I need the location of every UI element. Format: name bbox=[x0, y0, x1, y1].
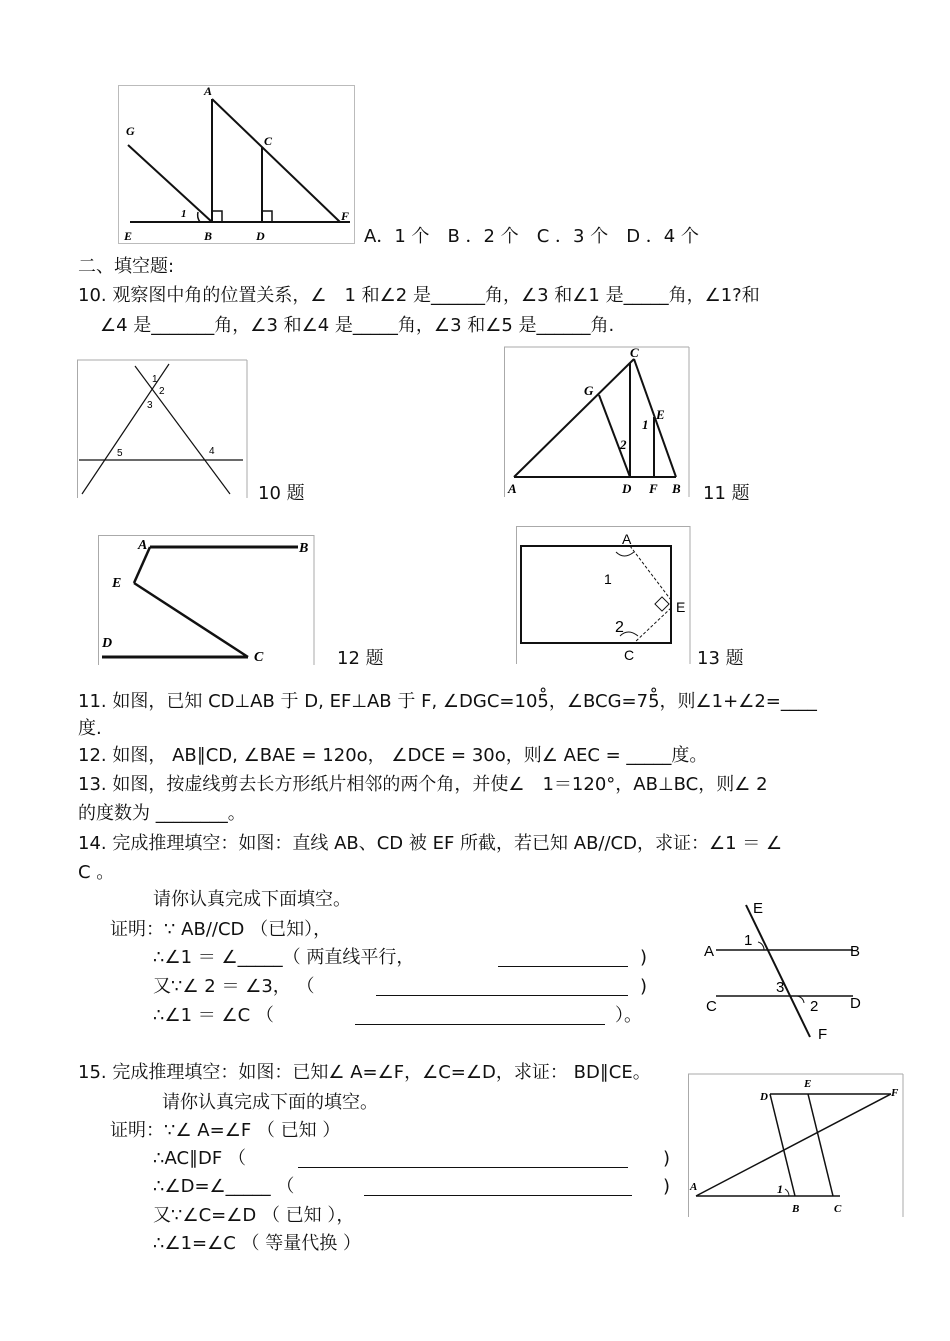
q15-proof-line: ∴∠D=∠_____ （ bbox=[153, 1176, 295, 1197]
label-f: F bbox=[649, 481, 658, 496]
label-c: C bbox=[834, 1203, 842, 1215]
figure-q9 bbox=[118, 85, 356, 245]
figure-q11 bbox=[504, 345, 692, 497]
label-e: E bbox=[753, 900, 764, 917]
q15-line1: 15. 完成推理填空：如图：已知∠ A=∠F，∠C=∠D，求证： BD∥CE。 bbox=[78, 1062, 651, 1083]
angle-3-label: 3 bbox=[776, 979, 785, 996]
q10-line2: ∠4 是_______角，∠3 和∠4 是_____角，∠3 和∠5 是______角. bbox=[100, 315, 615, 336]
q12-text: 12. 如图， AB∥CD, ∠BAE = 120o， ∠DCE = 30o，则∠ AEC = _____度。 bbox=[78, 745, 708, 766]
label-d: D bbox=[850, 995, 861, 1012]
angle-2-label: 2 bbox=[810, 998, 819, 1015]
caption-q10: 10 题 bbox=[258, 483, 305, 504]
label-f: F bbox=[341, 209, 350, 223]
label-1: 1 bbox=[181, 208, 187, 220]
q15-proof-line: 又∵∠C=∠D （ 已知 ）， bbox=[153, 1205, 355, 1226]
label-a: A bbox=[622, 531, 632, 547]
label-d: D bbox=[102, 636, 113, 651]
label-c: C bbox=[254, 650, 264, 665]
angle-5-label: 5 bbox=[117, 448, 123, 459]
caption-q13: 13 题 bbox=[697, 648, 744, 669]
label-f: F bbox=[818, 1026, 828, 1043]
q11-line1: 11. 如图，已知 CD⊥AB 于 D, EF⊥AB 于 F, ∠DGC=105̊，∠BCG=75̊，则∠1+∠2=____ bbox=[78, 691, 817, 712]
label-d: D bbox=[760, 1091, 768, 1103]
q11-line2: 度. bbox=[78, 718, 102, 739]
q14-close-paren: ) bbox=[640, 976, 648, 997]
answer-blank[interactable] bbox=[355, 1024, 605, 1025]
q14-line1: 14. 完成推理填空：如图：直线 AB、CD 被 EF 所截，若已知 AB//CD，求证：∠1 ＝ ∠ bbox=[78, 833, 783, 854]
label-e: E bbox=[676, 599, 686, 615]
angle-2-label: 2 bbox=[159, 386, 165, 397]
angle-2-label: 2 bbox=[615, 619, 624, 636]
angle-4-label: 4 bbox=[209, 446, 215, 457]
q15-proof-line: ∴∠1=∠C （ 等量代换 ） bbox=[153, 1233, 361, 1254]
q10-line1: 10. 观察图中角的位置关系，∠ 1 和∠2 是______角，∠3 和∠1 是_____角，∠1?和 bbox=[78, 285, 760, 306]
label-f: F bbox=[891, 1087, 899, 1099]
q14-close-paren: ）。 bbox=[615, 1005, 642, 1026]
angle-1-label: 1 bbox=[744, 932, 753, 949]
label-a: A bbox=[204, 85, 213, 98]
label-g: G bbox=[126, 124, 135, 138]
label-a: A bbox=[690, 1181, 698, 1193]
label-e: E bbox=[804, 1078, 812, 1090]
angle-1-label: 1 bbox=[604, 571, 612, 587]
angle-3-label: 3 bbox=[147, 400, 153, 411]
answer-blank[interactable] bbox=[364, 1195, 632, 1196]
label-a: A bbox=[508, 481, 517, 496]
label-1: 1 bbox=[642, 417, 649, 432]
figure-q10 bbox=[77, 358, 250, 498]
label-e: E bbox=[112, 576, 122, 591]
label-2: 2 bbox=[620, 437, 627, 452]
q13-line1: 13. 如图，按虚线剪去长方形纸片相邻的两个角，并使∠ 1＝120°，AB⊥BC，则∠ 2 bbox=[78, 774, 768, 795]
q15-proof-line: ∴AC∥DF （ bbox=[153, 1148, 246, 1169]
label-c: C bbox=[624, 647, 635, 663]
answer-blank[interactable] bbox=[376, 995, 628, 996]
q14-intro: 请你认真完成下面填空。 bbox=[153, 889, 351, 910]
figure-q15 bbox=[688, 1072, 906, 1217]
caption-q11: 11 题 bbox=[703, 483, 750, 504]
label-c: C bbox=[706, 998, 717, 1015]
label-b: B bbox=[299, 541, 309, 556]
section-title: 二、填空题: bbox=[78, 256, 175, 277]
label-e: E bbox=[124, 229, 133, 243]
angle-1-label: 1 bbox=[152, 374, 158, 385]
caption-q12: 12 题 bbox=[337, 648, 384, 669]
q14-proof-line: ∴∠1 ＝ ∠_____（ 两直线平行， bbox=[153, 947, 415, 968]
q14-proof-line: 证明：∵ AB//CD （已知）， bbox=[110, 919, 332, 940]
label-c: C bbox=[630, 345, 639, 360]
angle-1-label: 1 bbox=[777, 1182, 783, 1196]
q15-proof-line: 证明：∵∠ A=∠F （ 已知 ） bbox=[110, 1120, 341, 1141]
q14-close-paren: ) bbox=[640, 947, 648, 968]
label-c: C bbox=[264, 134, 273, 148]
label-d: D bbox=[256, 229, 265, 243]
figure-q12 bbox=[98, 535, 316, 665]
label-b: B bbox=[792, 1203, 800, 1215]
q14-proof-line: ∴∠1 ＝ ∠C （ bbox=[153, 1005, 274, 1026]
q15-close-paren: ) bbox=[663, 1148, 671, 1169]
q13-line2: 的度数为 ________。 bbox=[78, 803, 246, 824]
q15-close-paren: ) bbox=[663, 1176, 671, 1197]
q9-options: A．1 个 B ．2 个 C ．3 个 D ．4 个 bbox=[364, 226, 699, 247]
label-g: G bbox=[584, 383, 594, 398]
answer-blank[interactable] bbox=[298, 1167, 628, 1168]
q14-proof-line: 又∵∠ 2 ＝ ∠3， （ bbox=[153, 976, 315, 997]
q14-line2: C 。 bbox=[78, 862, 115, 883]
label-d: D bbox=[622, 481, 632, 496]
answer-blank[interactable] bbox=[498, 966, 628, 967]
label-a: A bbox=[704, 943, 715, 960]
figure-q14 bbox=[698, 895, 868, 1045]
figure-q13 bbox=[516, 526, 693, 664]
label-b: B bbox=[204, 229, 213, 243]
label-b: B bbox=[850, 943, 861, 960]
label-b: B bbox=[672, 481, 681, 496]
label-e: E bbox=[656, 407, 665, 422]
label-a: A bbox=[138, 538, 148, 553]
q15-intro: 请你认真完成下面的填空。 bbox=[162, 1092, 378, 1113]
